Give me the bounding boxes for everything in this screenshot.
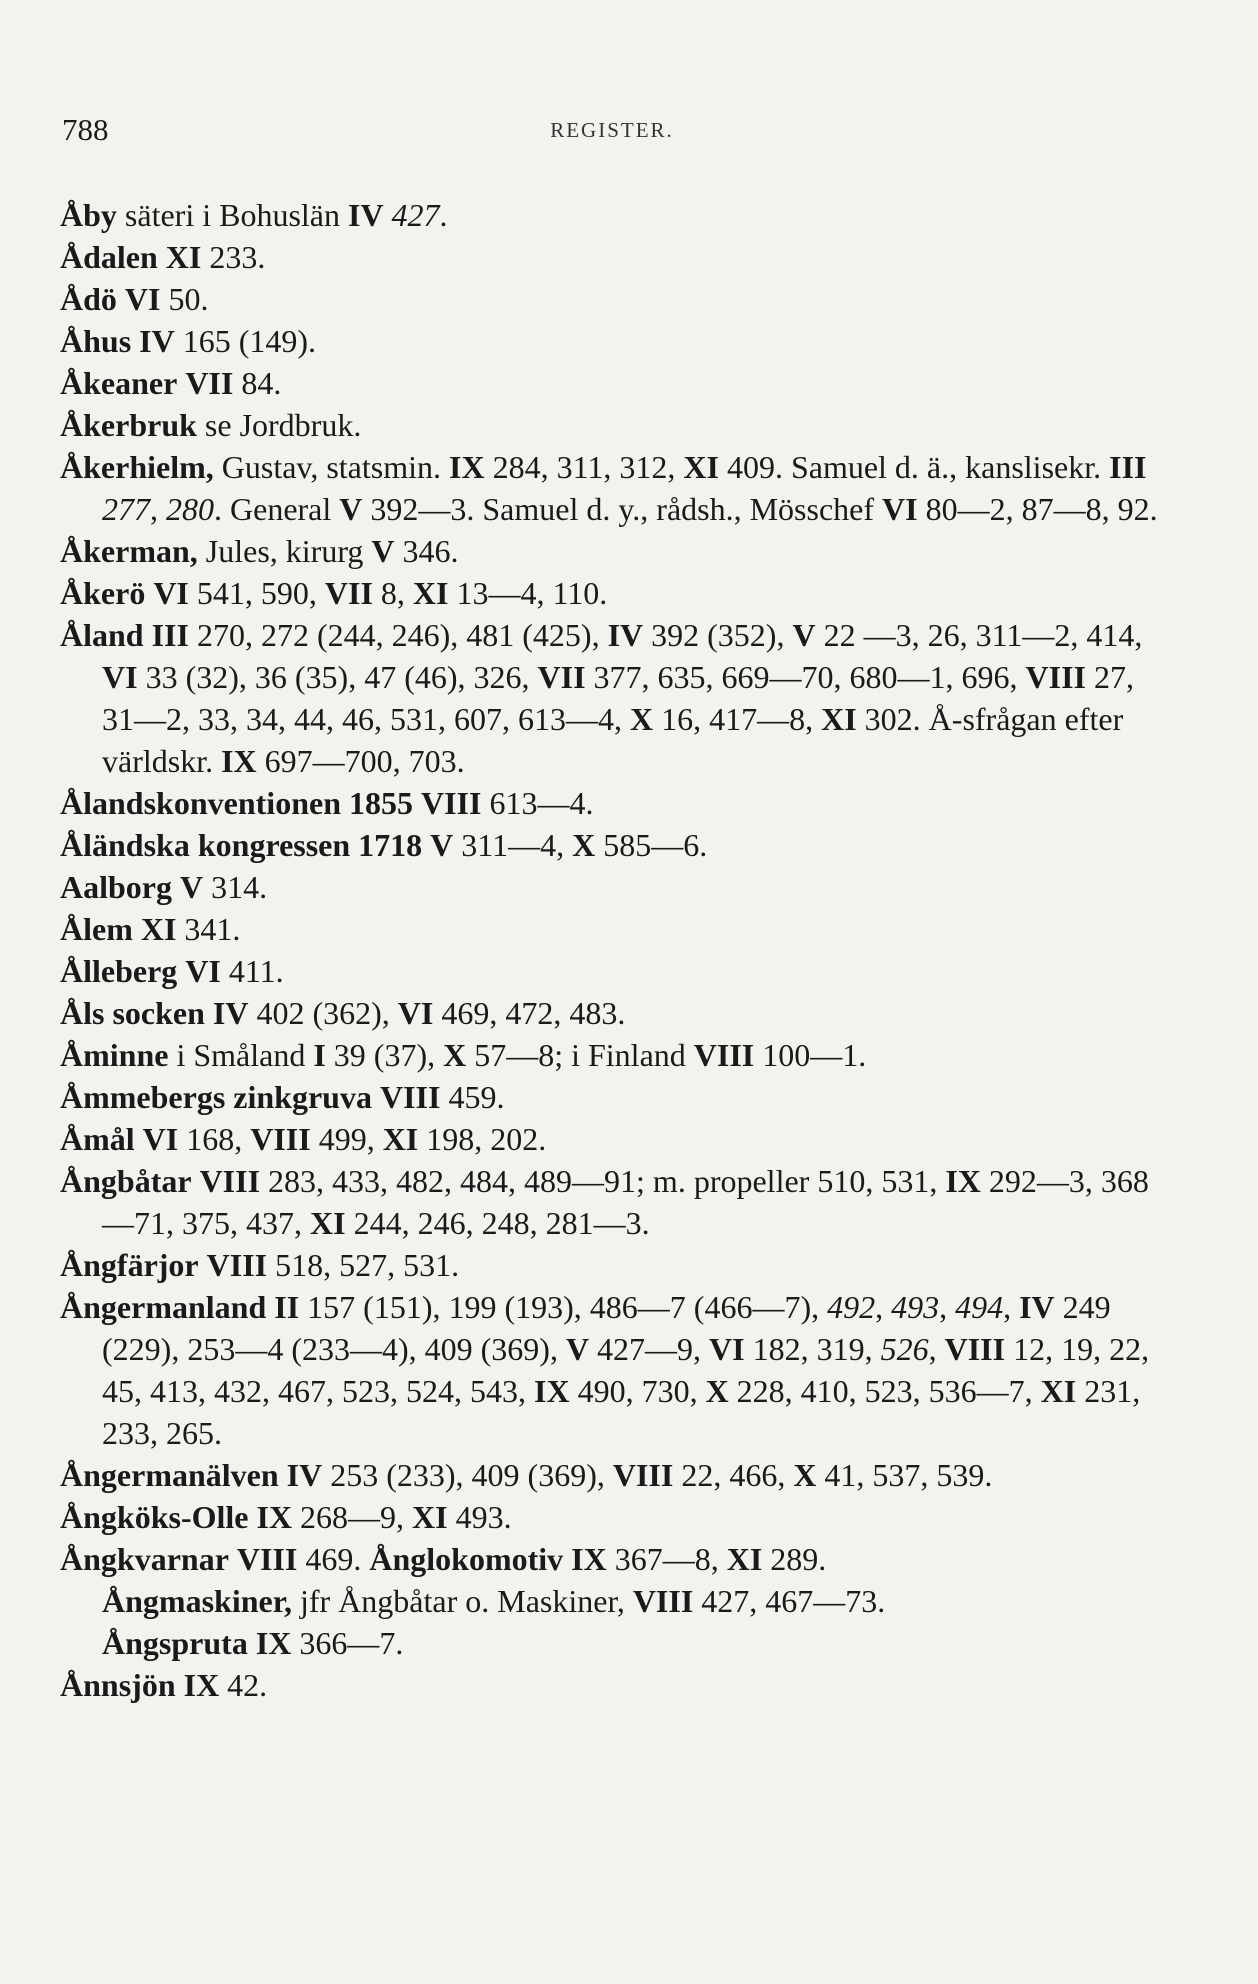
entry-headword: Ångermanland	[60, 1289, 267, 1325]
entry-references: i Småland I 39 (37), X 57—8; i Finland VIII 100—1.	[168, 1037, 867, 1073]
register-entry	[60, 992, 1160, 1034]
entry-references: V 311—4, X 585—6.	[430, 827, 708, 863]
entry-headword: Ångfärjor	[60, 1247, 199, 1283]
register-entry	[60, 866, 1160, 908]
page-header	[62, 112, 1162, 152]
entry-headword: Ålem	[60, 911, 133, 947]
register-entry	[60, 1076, 1160, 1118]
entry-references: IV 165 (149).	[139, 323, 317, 359]
entry-references: XI 233.	[165, 239, 266, 275]
entry-headword: Åmmebergs zinkgruva	[60, 1079, 372, 1115]
register-entry	[60, 530, 1160, 572]
register-entry	[60, 1160, 1160, 1244]
entry-headword: Ångköks-Olle	[60, 1499, 249, 1535]
entry-headword: Ånnsjön	[60, 1667, 176, 1703]
register-entry	[60, 1118, 1160, 1160]
register-entry	[60, 908, 1160, 950]
entry-references: IV 253 (233), 409 (369), VIII 22, 466, X 41, 537, 539.	[286, 1457, 993, 1493]
entry-headword: Ångspruta	[102, 1625, 248, 1661]
register-entry	[60, 362, 1160, 404]
entry-references: VI 50.	[124, 281, 209, 317]
entry-headword: Ångmaskiner,	[102, 1583, 292, 1619]
register-entry	[60, 1664, 1160, 1706]
register-entry	[60, 782, 1160, 824]
register-entry	[60, 1538, 1160, 1580]
entry-references: II 157 (151), 199 (193), 486—7 (466—7), 492, 493, 494, IV 249 (229), 253—4 (233—4), 409 (369), V 427—9, VI 182, 319, 526, VIII 12, 19, 22, 45, 413, 432, 467, 523, 524, 543, IX 490, 730, X 228, 410, 523, 536—7, XI 231, 233, 265.	[102, 1289, 1150, 1451]
register-entry	[60, 1034, 1160, 1076]
entry-headword: Åkerman,	[60, 533, 198, 569]
entry-references: VIII 613—4.	[420, 785, 594, 821]
register-entry	[60, 572, 1160, 614]
entry-references: Gustav, statsmin. IX 284, 311, 312, XI 409. Samuel d. ä., kanslisekr. III 277, 280. General V 392—3. Samuel d. y., rådsh., Mösschef VI 80—2, 87—8, 92.	[102, 449, 1158, 527]
running-head: REGISTER.	[550, 118, 674, 142]
register-entry	[60, 1454, 1160, 1496]
register-entry	[60, 404, 1160, 446]
entry-headword: Åkerö	[60, 575, 146, 611]
entry-references: VIII 459.	[379, 1079, 505, 1115]
entry-references: IX 366—7.	[255, 1625, 404, 1661]
entry-headword: Ålandskonventionen 1855	[60, 785, 413, 821]
entry-headword: Ålleberg	[60, 953, 178, 989]
entry-references: VI 168, VIII 499, XI 198, 202.	[142, 1121, 547, 1157]
register-entry	[60, 1244, 1160, 1286]
register-entry	[60, 1580, 1160, 1622]
register-entry	[60, 824, 1160, 866]
register-entry	[60, 1286, 1160, 1454]
entry-headword: Åminne	[60, 1037, 169, 1073]
entry-references: se Jordbruk.	[196, 407, 362, 443]
register-entry	[60, 614, 1160, 782]
entry-headword: Åland	[60, 617, 144, 653]
register-entry	[60, 194, 1160, 236]
entry-headword: Åby	[60, 197, 117, 233]
entry-headword: Ådalen	[60, 239, 158, 275]
entry-references: VII 84.	[185, 365, 282, 401]
register-entry	[60, 1622, 1160, 1664]
register-entry	[60, 950, 1160, 992]
entry-headword: Åländska kongressen 1718	[60, 827, 423, 863]
entry-headword: Ångbåtar	[60, 1163, 192, 1199]
entry-references: VIII 469. Ånglokomotiv IX 367—8, XI 289.	[236, 1541, 827, 1577]
register-entry	[60, 320, 1160, 362]
entry-references: VIII 283, 433, 482, 484, 489—91; m. propeller 510, 531, IX 292—3, 368—71, 375, 437, XI 244, 246, 248, 281—3.	[102, 1163, 1149, 1241]
entry-references: III 270, 272 (244, 246), 481 (425), IV 392 (352), V 22 —3, 26, 311—2, 414, VI 33 (32), 36 (35), 47 (46), 326, VII 377, 635, 669—70, 680—1, 696, VIII 27, 31—2, 33, 34, 44, 46, 531, 607, 613—4, X 16, 417—8, XI 302. Å-sfrågan efter världskr. IX 697—700, 703.	[102, 617, 1143, 779]
entry-headword: Ådö	[60, 281, 117, 317]
entry-references: Jules, kirurg V 346.	[197, 533, 459, 569]
entry-headword: Åkerhielm,	[60, 449, 214, 485]
entry-references: jfr Ångbåtar o. Maskiner, VIII 427, 467—73.	[291, 1583, 886, 1619]
entry-references: IV 402 (362), VI 469, 472, 483.	[212, 995, 626, 1031]
page-number: 788	[62, 112, 109, 147]
entry-references: VI 411.	[185, 953, 284, 989]
entry-references: IX 42.	[183, 1667, 268, 1703]
entry-references: IX 268—9, XI 493.	[256, 1499, 512, 1535]
entry-headword: Åkeaner	[60, 365, 178, 401]
entry-references: VIII 518, 527, 531.	[206, 1247, 460, 1283]
entry-headword: Ångermanälven	[60, 1457, 279, 1493]
entry-references: XI 341.	[140, 911, 241, 947]
entry-headword: Åls socken	[60, 995, 205, 1031]
entry-headword: Åhus	[60, 323, 132, 359]
register-entry	[60, 1496, 1160, 1538]
entry-references: V 314.	[180, 869, 268, 905]
register-entry	[60, 446, 1160, 530]
entry-references: VI 541, 590, VII 8, XI 13—4, 110.	[153, 575, 608, 611]
register-entry	[60, 236, 1160, 278]
entry-references: säteri i Bohuslän IV 427.	[116, 197, 448, 233]
entry-headword: Aalborg	[60, 869, 172, 905]
entry-headword: Ångkvarnar	[60, 1541, 229, 1577]
register-entry	[60, 278, 1160, 320]
register-entries	[60, 194, 1160, 1706]
entry-headword: Åkerbruk	[60, 407, 197, 443]
entry-headword: Åmål	[60, 1121, 135, 1157]
